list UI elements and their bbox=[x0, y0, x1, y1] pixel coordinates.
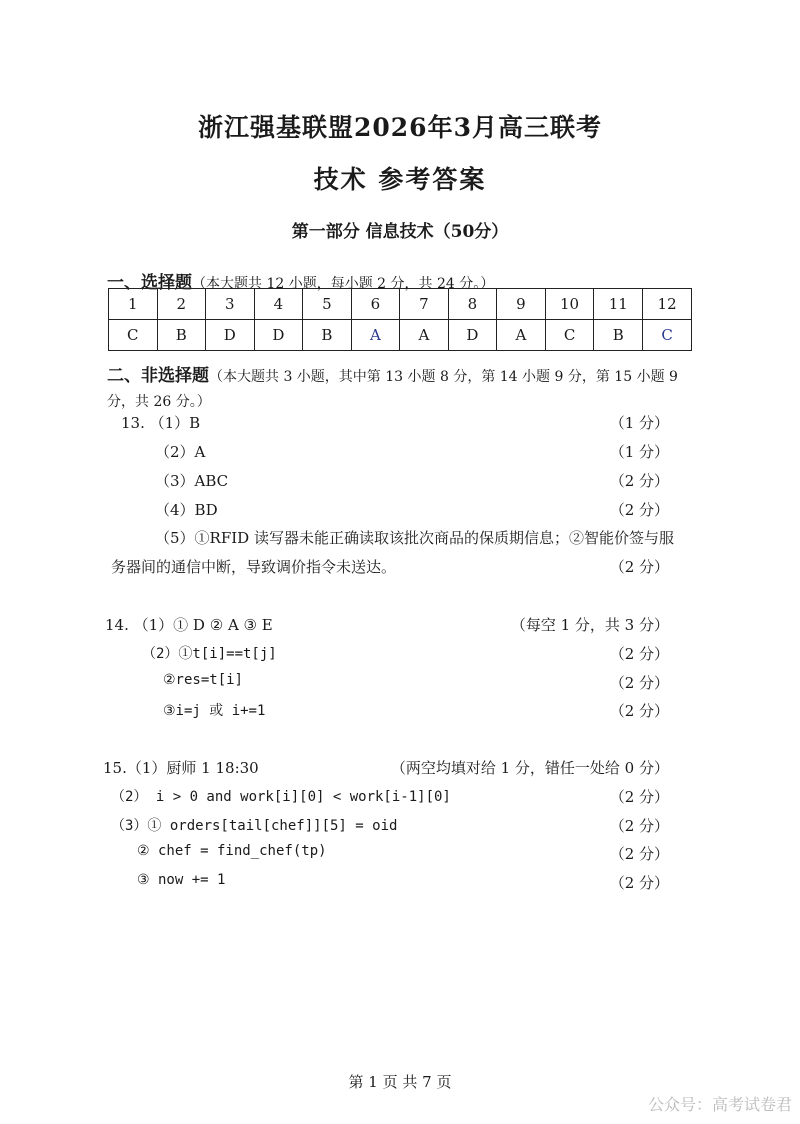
question-number: 11 bbox=[594, 289, 643, 320]
q14-item3-score: （2 分） bbox=[609, 674, 669, 692]
answer-cell: B bbox=[303, 320, 352, 351]
q13-item3: （3）ABC bbox=[155, 472, 229, 490]
answer-cell: D bbox=[448, 320, 497, 351]
answer-cell: C bbox=[545, 320, 594, 351]
question-number: 7 bbox=[400, 289, 449, 320]
watermark: 公众号：高考试卷君 bbox=[647, 1095, 792, 1114]
page-subtitle: 技术 参考答案 bbox=[313, 165, 487, 194]
q15-item3-score: （2 分） bbox=[609, 817, 669, 835]
section1-title: 一、选择题 bbox=[107, 273, 192, 293]
q15-item4: ② chef = find_chef(tp) bbox=[137, 843, 327, 859]
question-number: 1 bbox=[109, 289, 158, 320]
q13-item5-line2: 务器间的通信中断，导致调价指令未送达。 bbox=[111, 558, 397, 576]
q15-item2-score: （2 分） bbox=[609, 788, 669, 806]
answer-cell: A bbox=[400, 320, 449, 351]
question-number: 2 bbox=[157, 289, 206, 320]
answer-cell: A bbox=[497, 320, 546, 351]
question-number: 4 bbox=[254, 289, 303, 320]
q13-item4-score: （2 分） bbox=[609, 501, 669, 519]
question-number: 8 bbox=[448, 289, 497, 320]
question-number: 5 bbox=[303, 289, 352, 320]
section2-title: 二、非选择题 bbox=[107, 366, 209, 386]
answer-table-number-row bbox=[109, 289, 692, 320]
q13-item1: 13. （1）B bbox=[121, 414, 201, 432]
q14-item4-score: （2 分） bbox=[609, 702, 669, 720]
question-number: 3 bbox=[206, 289, 255, 320]
question-number: 12 bbox=[643, 289, 692, 320]
q14-item3: ②res=t[i] bbox=[163, 672, 243, 688]
page-number: 第 1 页 共 7 页 bbox=[348, 1073, 452, 1091]
question-number: 9 bbox=[497, 289, 546, 320]
answer-cell: A bbox=[351, 320, 400, 351]
answer-cell: C bbox=[643, 320, 692, 351]
question-number: 10 bbox=[545, 289, 594, 320]
q15-item4-score: （2 分） bbox=[609, 845, 669, 863]
q13-item4: （4）BD bbox=[155, 501, 218, 519]
section2-heading bbox=[107, 364, 703, 414]
section1-note: （本大题共 12 小题，每小题 2 分，共 24 分。） bbox=[192, 276, 495, 292]
q15-item1: 15.（1）厨师 1 18:30 bbox=[103, 759, 259, 777]
answer-cell: B bbox=[157, 320, 206, 351]
q13-item5-line1: （5）①RFID 读写器未能正确读取该批次商品的保质期信息；②智能价签与服 bbox=[155, 529, 674, 547]
q15-item1-score: （两空均填对给 1 分，错任一处给 0 分） bbox=[390, 759, 669, 777]
q14-item1: 14. （1）① D ② A ③ E bbox=[105, 616, 273, 634]
q14-item4: ③i=j 或 i+=1 bbox=[163, 703, 266, 719]
answer-cell: C bbox=[109, 320, 158, 351]
answer-cell: D bbox=[254, 320, 303, 351]
q15-item2: （2） i > 0 and work[i][0] < work[i-1][0] bbox=[111, 789, 451, 805]
q13-item2-score: （1 分） bbox=[609, 443, 669, 461]
q14-item2-score: （2 分） bbox=[609, 645, 669, 663]
q15-item3: （3）① orders[tail[chef]][5] = oid bbox=[111, 818, 398, 834]
part-title: 第一部分 信息技术（50分） bbox=[291, 222, 509, 242]
q14-item1-score: （每空 1 分，共 3 分） bbox=[510, 616, 669, 634]
answer-cell: D bbox=[206, 320, 255, 351]
q13-item2: （2）A bbox=[155, 443, 206, 461]
q15-item5: ③ now += 1 bbox=[137, 872, 226, 888]
q13-item5-score: （2 分） bbox=[609, 558, 669, 576]
page-title: 浙江强基联盟2026年3月高三联考 bbox=[198, 113, 602, 142]
section2-note: （本大题共 3 小题，其中第 13 小题 8 分，第 14 小题 9 分，第 15 小题 9 分，共 26 分。） bbox=[107, 369, 678, 410]
q13-item1-score: （1 分） bbox=[609, 414, 669, 432]
answer-table bbox=[108, 288, 692, 351]
answer-cell: B bbox=[594, 320, 643, 351]
answer-table-answer-row bbox=[109, 320, 692, 351]
q15-item5-score: （2 分） bbox=[609, 874, 669, 892]
q13-item3-score: （2 分） bbox=[609, 472, 669, 490]
q14-item2: （2）①t[i]==t[j] bbox=[142, 646, 277, 662]
question-number: 6 bbox=[351, 289, 400, 320]
